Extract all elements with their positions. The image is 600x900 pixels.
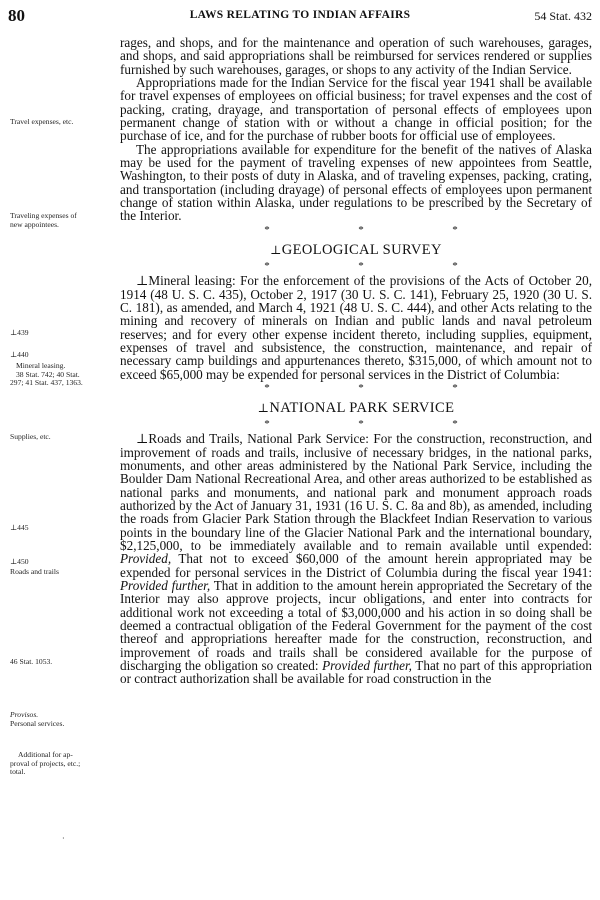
running-title: LAWS RELATING TO INDIAN AFFAIRS (189, 9, 411, 21)
page-mark-440: ⊥440 (10, 350, 29, 359)
section-break-stars: * * * (264, 223, 458, 236)
paragraph-mineral-leasing: ⊥Mineral leasing: For the enforcement of the provisions of the Acts of October 20, 1914 (48 U. S. C. 435), October 2, 1917 (30 U. S. C. 141), February 25, 1920 (30 U. S. C. 181), as amended, and March 4, 1921 (48 U. S. C. 444), and other Acts relating to the mining and recovery of minerals on Indian and public lands and naval petroleum reserves; and for every other expense incident thereto, including supplies, equipment, expenses of travel and subsistence, the construction, maintenance, and repair of necessary camp buildings and appurtenances thereto, $315,000, of which amount not to exceed $65,000 may be expended for personal services in the District of Columbia: (120, 273, 592, 382)
heading-national-park-service: ⊥NATIONAL PARK SERVICE (257, 399, 455, 416)
stray-mark: · (62, 834, 65, 843)
heading-geological-survey: ⊥GEOLOGICAL SURVEY (270, 241, 442, 258)
sidenote-additional-approval: Additional for ap- proval of projects, etc.; total. (10, 750, 81, 777)
main-text-column (120, 36, 592, 686)
statute-citation: 54 Stat. 432 (534, 9, 592, 23)
sidenote-travel-expenses: Travel expenses, etc. (10, 117, 74, 126)
section-break-stars: * * * (264, 260, 458, 273)
paragraph-travel-expenses: Appropriations made for the Indian Service for the fiscal year 1941 shall be available for travel expenses of employees on official business; for travel expenses and the cost of packing, crating, drayage, and transportation of personal effects of employees upon permanent change of station with or without a change in official position; for the purchase of ice, and for the purchase of rubber boots for official use of employees. (120, 75, 592, 144)
page-mark-445: ⊥445 (10, 523, 29, 532)
page-mark-439: ⊥439 (10, 328, 29, 337)
paragraph-alaska-natives: The appropriations available for expenditure for the benefit of the natives of Alaska may be used for the payment of traveling expenses of new appointees from Seattle, Washington, to their posts of duty in Alaska, and of traveling expenses, packing, crating, and transportation (including drayage) of personal effects of employees upon permanent change of station within Alaska, under regulations to be prescribed by the Secretary of the Interior. (120, 141, 592, 224)
paragraph-roads-and-trails: ⊥Roads and Trails, National Park Service: For the construction, reconstruction, and improvement of roads and trails, inclusive of necessary bridges, in the national parks, monuments, and other areas administered by the National Park Service, including the Boulder Dam National Recreational Area, and other areas authorized to be established as national parks and monuments, and national park and monument approach roads authorized by the Act of January 31, 1931 (16 U. S. C. 8a and 8b), as amended, including the roads from Glacier Park Station through the Blackfeet Indian Reservation to various points in the boundary line of the Glacier National Park and the international boundary, $2,125,000, to be immediately available and to remain available until expended: Provided, That not to exceed $60,000 of the amount herein appropriated may be expended for personal services in the District of Columbia during the fiscal year 1941: Provided further, That in addition to the amount herein appropriated the Secretary of the Interior may also approve projects, incur obligations, and enter into contracts for additional work not exceeding a total of $3,000,000 and his action in so doing shall be deemed a contractual obligation of the Federal Government for the payment of the cost thereof and appropriations hereafter made for the construction, reconstruction, and improvement of roads and trails shall be considered available for the purpose of discharging the obligation so created: Provided further, That no part of this appropriation or contract authorization shall be available for road construction in the (120, 431, 592, 687)
sidenote-provisos: Provisos. Personal services. (10, 710, 65, 728)
sidenote-46-stat: 46 Stat. 1053. (10, 657, 53, 666)
page-mark-450: ⊥450 (10, 557, 29, 566)
sidenote-traveling-expenses: Traveling expenses of new appointees. (10, 211, 77, 229)
section-break-stars: * * * (264, 418, 458, 431)
sidenote-roads-trails: Roads and trails (10, 567, 59, 576)
page-number: 80 (8, 6, 25, 25)
section-break-stars: * * * (264, 381, 458, 394)
sidenote-mineral-leasing: Mineral leasing. 38 Stat. 742; 40 Stat. 297; 41 Stat. 437, 1363. (10, 361, 83, 388)
running-header (8, 6, 592, 26)
paragraph-warehouses: rages, and shops, and for the maintenance and operation of such warehouses, garages, and shops, and said appropriations shall be reimbursed for services rendered or supplies furnished by such warehouses, garages, or shops to any activity of the Indian Service. (120, 35, 592, 77)
sidenote-supplies: Supplies, etc. (10, 432, 51, 441)
